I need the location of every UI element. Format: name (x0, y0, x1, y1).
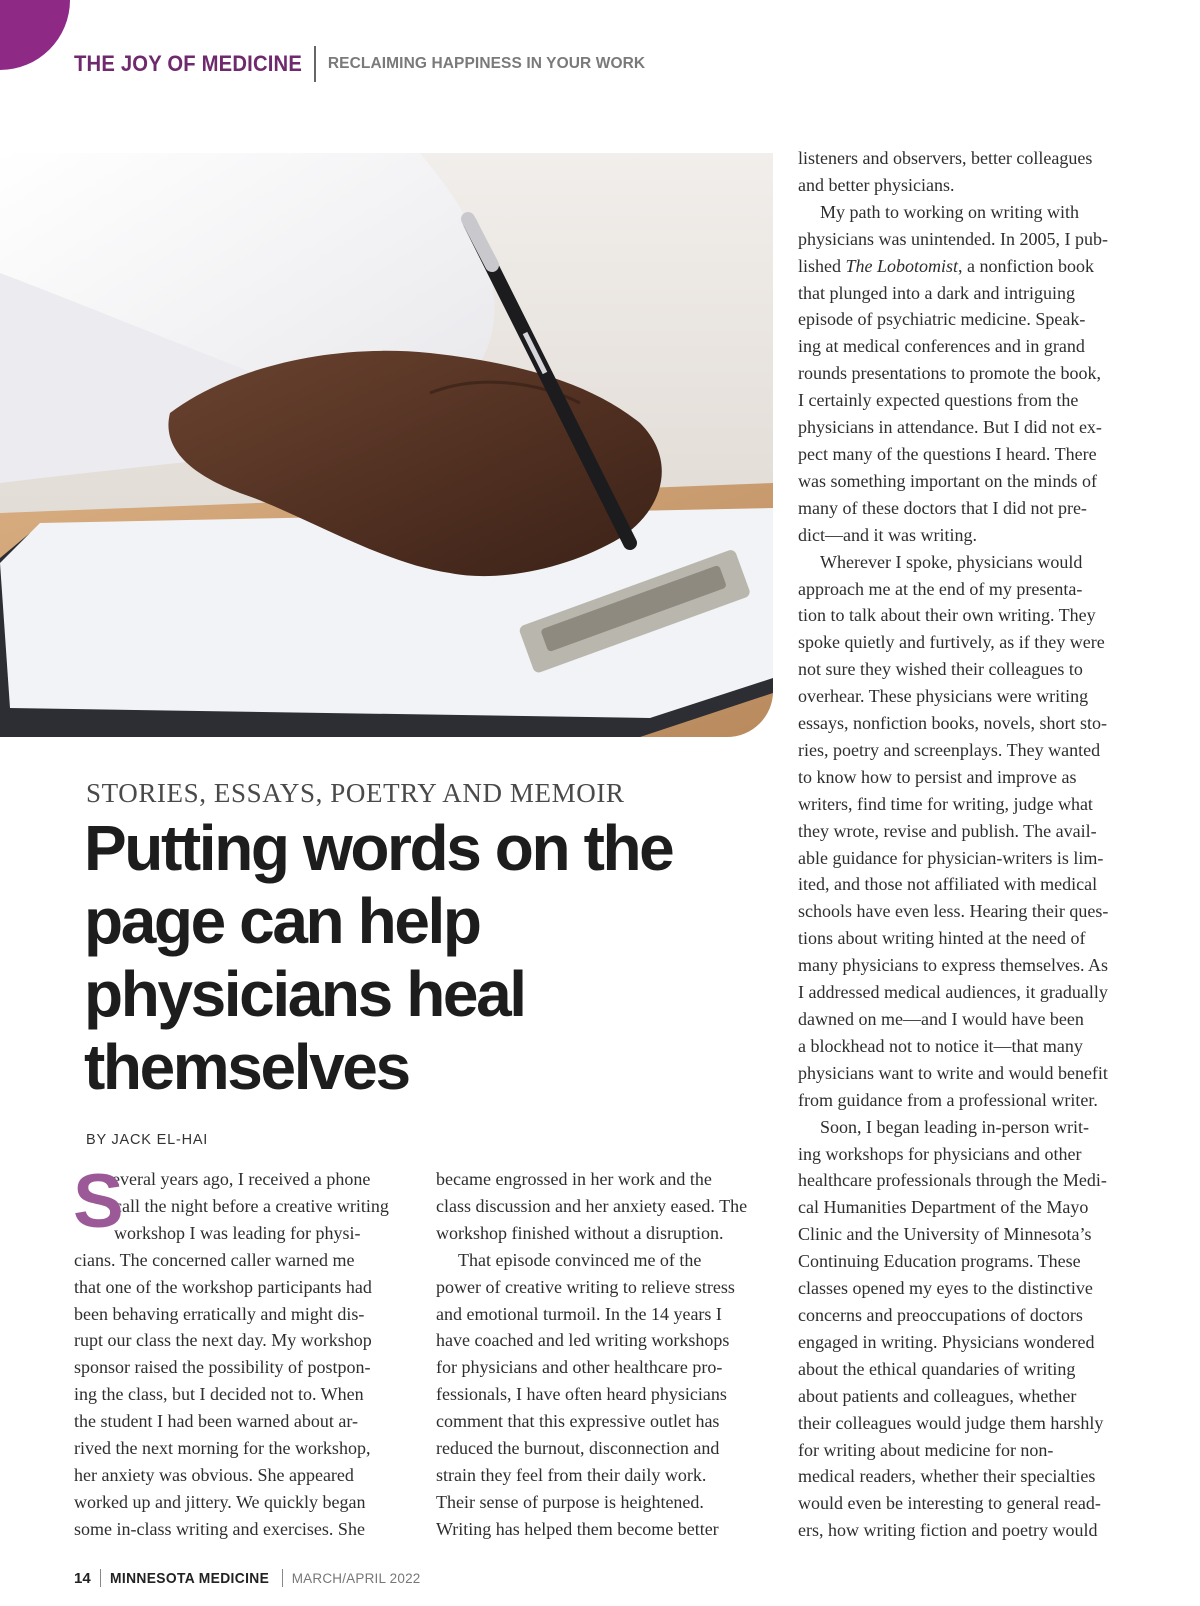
text-line: I certainly expected questions from the (798, 390, 1079, 411)
text-line: to know how to persist and improve as (798, 766, 1077, 787)
text-line: for writing about medicine for non- (798, 1439, 1054, 1460)
text-line: sponsor raised the possibility of postpon- (74, 1357, 371, 1378)
text-line: schools have even less. Hearing their ques- (798, 901, 1109, 922)
text-line (798, 253, 1143, 280)
text-line: tion to talk about their own writing. They (798, 605, 1096, 626)
text-line: and emotional turmoil. In the 14 years I (436, 1303, 722, 1324)
text-line: Continuing Education programs. These (798, 1251, 1081, 1272)
text-line: engaged in writing. Physicians wondered (798, 1331, 1095, 1352)
text-line: everal years ago, I received a phone (112, 1169, 371, 1189)
section-name: THE JOY OF MEDICINE (74, 51, 303, 76)
text-line: ing at medical conferences and in grand (798, 336, 1085, 357)
text-line: approach me at the end of my presenta- (798, 578, 1083, 599)
text-line: physicians want to write and would benefit (798, 1062, 1108, 1083)
text-fragment: , a nonfiction book (958, 255, 1095, 276)
text-line: they wrote, revise and publish. The avail- (798, 820, 1097, 841)
text-line: been behaving erratically and might dis- (74, 1303, 365, 1324)
page-number: 14 (74, 1569, 91, 1587)
issue-date: MARCH/APRIL 2022 (291, 1570, 421, 1586)
text-line: her anxiety was obvious. She appeared (74, 1464, 354, 1485)
text-line: workshop I was leading for physi- (114, 1222, 361, 1243)
text-line: spoke quietly and furtively, as if they were (798, 632, 1105, 653)
text-line: became engrossed in her work and the (436, 1169, 712, 1189)
corner-accent (0, 0, 72, 72)
text-line: essays, nonfiction books, novels, short sto- (798, 713, 1107, 734)
header-divider (314, 46, 316, 82)
body-column-1 (73, 1159, 416, 1543)
text-line: their colleagues would judge them harshly (798, 1412, 1104, 1433)
text-line: some in-class writing and exercises. She (74, 1518, 365, 1539)
text-line: Soon, I began leading in-person writ- (820, 1116, 1089, 1137)
text-line: ing the class, but I decided not to. When (74, 1384, 364, 1405)
article-headline: Putting words on the page can help physicians heal themselves (84, 812, 673, 1103)
publication-name: MINNESOTA MEDICINE (109, 1569, 269, 1587)
text-line: rounds presentations to promote the book, (798, 363, 1101, 384)
text-line: the student I had been warned about ar- (74, 1411, 359, 1432)
body-column-2 (436, 1166, 778, 1543)
text-line: a blockhead not to notice it—that many (798, 1035, 1083, 1056)
text-line: many of these doctors that I did not pre- (798, 497, 1087, 518)
text-line: have coached and led writing workshops (436, 1330, 730, 1351)
text-line: for physicians and other healthcare pro- (436, 1357, 723, 1378)
text-line: fessionals, I have often heard physicians (436, 1384, 727, 1405)
text-line: call the night before a creative writing (114, 1195, 389, 1216)
text-line: power of creative writing to relieve stress (436, 1276, 735, 1297)
text-fragment: lished (798, 255, 846, 276)
text-line: That episode convinced me of the (458, 1249, 702, 1270)
page-footer (74, 1567, 420, 1589)
text-line: I addressed medical audiences, it gradually (798, 982, 1108, 1003)
text-line: cians. The concerned caller warned me (74, 1249, 355, 1270)
text-line: comment that this expressive outlet has (436, 1411, 720, 1432)
text-line: physicians was unintended. In 2005, I pub- (798, 228, 1108, 249)
drop-cap: S (73, 1159, 124, 1244)
text-line: ited, and those not affiliated with medical (798, 874, 1098, 895)
text-line: writers, find time for writing, judge what (798, 793, 1093, 814)
text-line: dawned on me—and I would have been (798, 1009, 1084, 1029)
text-line: from guidance from a professional writer. (798, 1089, 1098, 1110)
text-line: ries, poetry and screenplays. They wanted (798, 739, 1101, 760)
text-line: Clinic and the University of Minnesota’s (798, 1224, 1092, 1245)
text-line: classes opened my eyes to the distinctive (798, 1278, 1093, 1299)
text-line: ing workshops for physicians and other (798, 1143, 1082, 1164)
text-line: concerns and preoccupations of doctors (798, 1304, 1083, 1325)
text-line: episode of psychiatric medicine. Speak- (798, 309, 1086, 330)
text-line: about the ethical quandaries of writing (798, 1358, 1076, 1379)
footer-divider (100, 1569, 101, 1587)
text-line: pect many of the questions I heard. There (798, 443, 1097, 464)
text-line: healthcare professionals through the Medi- (798, 1170, 1107, 1191)
text-line: that one of the workshop participants had (74, 1276, 372, 1297)
text-line: would even be interesting to general read- (798, 1493, 1101, 1514)
text-line: Writing has helped them become better (436, 1518, 719, 1539)
text-line: was something important on the minds of (798, 470, 1097, 491)
article-kicker: STORIES, ESSAYS, POETRY AND MEMOIR (86, 778, 625, 808)
text-line: workshop finished without a disruption. (436, 1222, 724, 1243)
text-line: rived the next morning for the workshop, (74, 1438, 371, 1459)
section-tagline: RECLAIMING HAPPINESS IN YOUR WORK (327, 55, 646, 72)
text-line: tions about writing hinted at the need of (798, 928, 1086, 949)
text-line: not sure they wished their colleagues to (798, 659, 1083, 680)
text-line: rupt our class the next day. My workshop (74, 1330, 372, 1351)
text-line: about patients and colleagues, whether (798, 1385, 1077, 1406)
text-line: dict—and it was writing. (798, 524, 977, 545)
text-line: reduced the burnout, disconnection and (436, 1438, 720, 1459)
text-line: medical readers, whether their specialties (798, 1466, 1096, 1487)
footer-divider (282, 1569, 283, 1587)
text-line: strain they feel from their daily work. (436, 1464, 707, 1485)
text-line: many physicians to express themselves. As (798, 955, 1108, 976)
text-line: able guidance for physician-writers is lim- (798, 847, 1104, 868)
text-line: listeners and observers, better colleagues (798, 148, 1093, 168)
text-line: physicians in attendance. But I did not ex- (798, 417, 1102, 438)
text-line: cal Humanities Department of the Mayo (798, 1197, 1089, 1218)
text-line: Wherever I spoke, physicians would (820, 551, 1083, 572)
text-line: overhear. These physicians were writing (798, 686, 1089, 707)
text-line: ers, how writing fiction and poetry would (798, 1520, 1098, 1541)
text-line: Their sense of purpose is heightened. (436, 1491, 704, 1512)
text-line: and better physicians. (798, 174, 955, 195)
article-byline: BY JACK EL-HAI (86, 1132, 209, 1148)
text-line: My path to working on writing with (820, 201, 1079, 222)
text-line: class discussion and her anxiety eased. The (436, 1195, 748, 1216)
article-photo (0, 153, 773, 737)
text-line: that plunged into a dark and intriguing (798, 282, 1075, 303)
body-column-3 (798, 145, 1143, 1544)
book-title: The Lobotomist (845, 255, 959, 276)
section-header (74, 44, 645, 84)
text-line: worked up and jittery. We quickly began (74, 1491, 366, 1512)
